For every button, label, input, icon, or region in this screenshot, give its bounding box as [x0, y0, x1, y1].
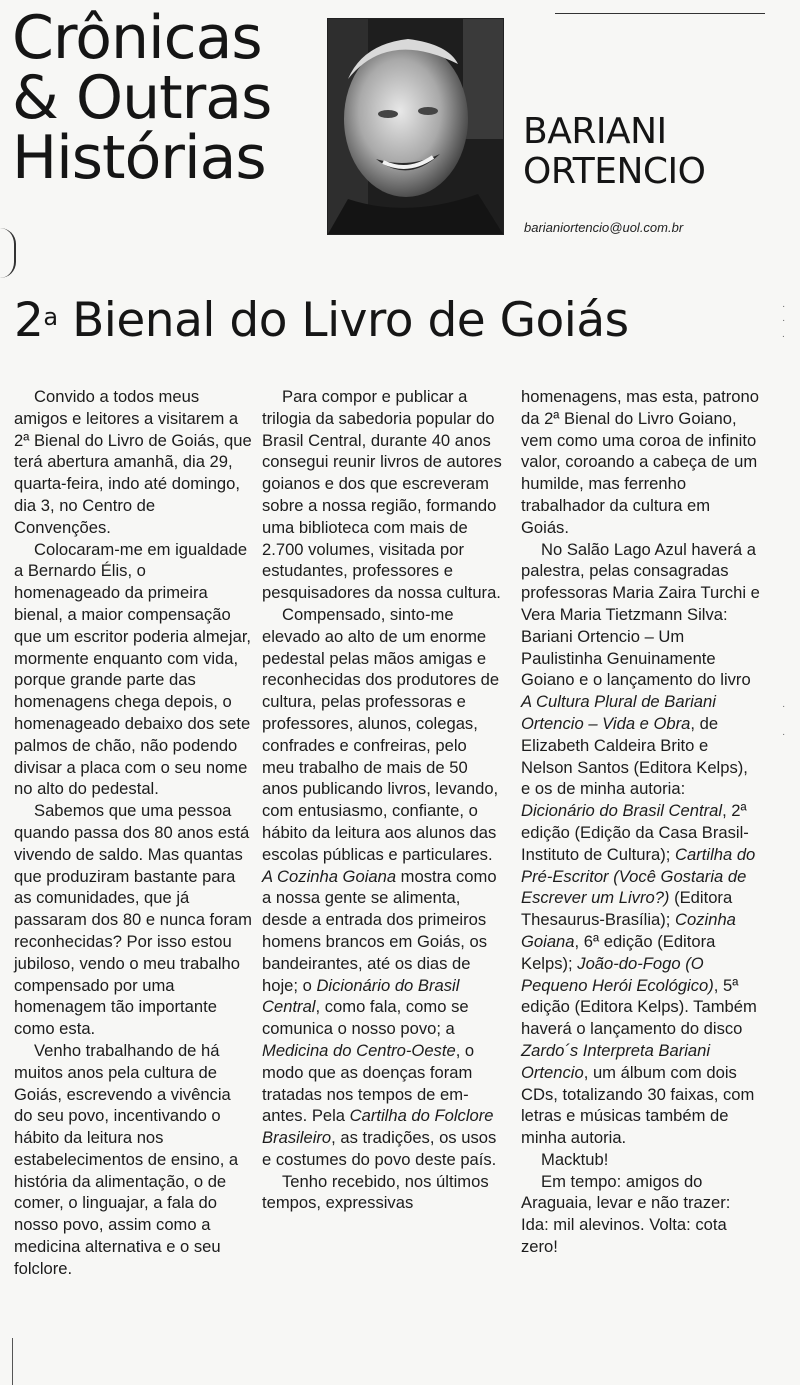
author-email[interactable]: barianiortencio@uol.com.br — [524, 220, 684, 235]
paragraph-text: , o modo que as doenças foram tratadas nos tempos de em-antes. Pela — [262, 1040, 475, 1126]
masthead-line-3: Histórias — [12, 123, 266, 193]
book-title: Medicina do Centro-Oeste — [262, 1040, 456, 1060]
paragraph: Colocaram-me em igualdade a Bernardo Élis, o homenageado da primeira bienal, a maior compensação que um escritor poderia almejar, mormente enquanto com vida, porque grande parte das homenagens chega depois, o homenageado debaixo dos sete palmos de chão, não podendo divisar a placa com o seu nome no alto do pedestal. — [14, 539, 252, 799]
book-title: A Cozinha Goiana — [262, 866, 397, 886]
headline-text: Bienal do Livro de Goiás — [57, 293, 629, 348]
paragraph-text: , como fala, como se comunica o nosso povo; a — [262, 997, 469, 1039]
book-title: Cartilha do Folclore Brasileiro — [262, 1106, 494, 1148]
book-title: Cozinha Goiana — [521, 910, 736, 951]
book-title: A Cultura Plural de Bariani Ortencio – Vida e Obra — [521, 692, 716, 733]
paragraph-text: No Salão Lago Azul haverá a palestra, pelas consagradas professoras Maria Zaira Turchi e Vera Maria Tietzmann Silva: Bariani Ortencio – Um Paulistinha Genuinamente Goiano e o lançamento do livro — [521, 539, 760, 690]
paragraph: Venho trabalhando de há muitos anos pela cultura de Goiás, escrevendo a vivência do seu povo, incentivando o hábito da leitura nos estabelecimentos de ensino, a história da alimentação, o de comer, o linguajar, a fala do nosso povo, assim como a medicina alternativa e o seu folclore. — [14, 1040, 239, 1278]
author-portrait-image — [328, 19, 503, 234]
article-column-2 — [262, 386, 502, 1214]
article-column-1 — [14, 386, 252, 1280]
headline-ordinal: a — [43, 303, 58, 331]
paragraph-text: , 6ª edição (Editora Kelps); — [521, 931, 716, 973]
author-last-name: ORTENCIO — [523, 151, 706, 192]
author-name — [523, 112, 706, 192]
masthead-line-2: & Outras — [12, 63, 272, 133]
paragraph: Em tempo: amigos do Araguaia, levar e não trazer: Ida: mil alevinos. Volta: cota zero! — [521, 1171, 731, 1257]
book-title: João-do-Fogo (O Pequeno Herói Ecológico) — [521, 953, 714, 995]
column-masthead — [12, 3, 322, 193]
paragraph-text: , 2ª edição (Edição da Casa Brasil-Instituto de Cultura); — [521, 801, 749, 864]
paragraph: Convido a todos meus amigos e leitores a visitarem a 2ª Bienal do Livro de Goiás, que terá abertura amanhã, dia 29, quarta-feira, indo até domingo, dia 3, no Centro de Convenções. — [14, 387, 252, 537]
book-title: Dicionário do Brasil Central — [521, 801, 723, 821]
author-first-name: BARIANI — [523, 111, 667, 152]
edge-speckle: · · . — [782, 301, 786, 340]
article-column-3 — [521, 386, 761, 1258]
masthead-line-1: Crônicas — [12, 3, 262, 73]
paragraph-text: (Editora Thesaurus-Brasília); — [521, 888, 733, 930]
paragraph: Tenho recebido, nos últimos tempos, expressivas — [262, 1171, 489, 1213]
paragraph — [262, 604, 502, 1171]
paragraph-text: , de Elizabeth Caldeira Brito e Nelson Santos (Editora Kelps), e os de minha autoria: — [521, 713, 748, 799]
paragraph — [521, 539, 761, 1149]
top-rule — [555, 0, 765, 14]
book-title: Cartilha do Pré-Escritor (Você Gostaria de Escrever um Livro?) — [521, 844, 756, 908]
paragraph-text: , as tradições, os usos e costumes do povo deste país. — [262, 1128, 497, 1169]
paragraph: Para compor e publicar a trilogia da sabedoria popular do Brasil Central, durante 40 anos consegui reunir livros de autores goianos e dos que escreveram sobre a nossa região, formando uma biblioteca com mais de 2.700 volumes, visitada por estudantes, professores e pesquisadores da nossa cultura. — [262, 387, 502, 603]
paragraph-text: , 5ª edição (Editora Kelps). Também haverá o lançamento do disco — [521, 975, 757, 1039]
album-title: Zardo´s Interpreta Bariani Ortencio — [521, 1040, 711, 1082]
paragraph-text: mostra como a nossa gente se alimenta, desde a entrada dos primeiros homens brancos em Goiás, os bandeirantes, até os dias de hoje; o — [262, 866, 497, 995]
headline-number: 2 — [14, 293, 44, 348]
margin-bracket — [0, 228, 16, 278]
paragraph: Sabemos que uma pessoa quando passa dos 80 anos está vivendo de saldo. Mas quantas que produziram bastante para as comunidades, que já passaram dos 80 e nunca foram reconhecidas? Por isso estou jubiloso, vendo o meu trabalho compensado por uma homenagem tão importante como esta. — [14, 801, 252, 1039]
book-title: Dicionário do Brasil Central — [262, 975, 460, 1017]
paragraph-text: , um álbum com dois CDs, totalizando 30 faixas, com letras e músicas também de minha autoria. — [521, 1062, 755, 1148]
paragraph-text: Compensado, sinto-me elevado ao alto de um enorme pedestal pelas mãos amigas e reconhecidas dos produtores de cultura, pelas professoras e professores, alunos, colegas, confrades e confreiras, pelo meu trabalho de mais de 50 anos publicando livros, levando, com entusiasmo, confiante, o hábito da leitura aos alunos das escolas públicas e particulares. — [262, 604, 500, 864]
paragraph: homenagens, mas esta, patrono da 2ª Bienal do Livro Goiano, vem como uma coroa de infinito valor, coroando a cabeça de um humilde, mas ferrenho trabalhador da cultura em Goiás. — [521, 387, 759, 537]
article-headline — [14, 290, 694, 352]
edge-speckle: · · — [782, 701, 786, 740]
paragraph: Macktub! — [541, 1149, 609, 1169]
author-photo — [327, 18, 504, 235]
margin-rule — [12, 1338, 14, 1385]
